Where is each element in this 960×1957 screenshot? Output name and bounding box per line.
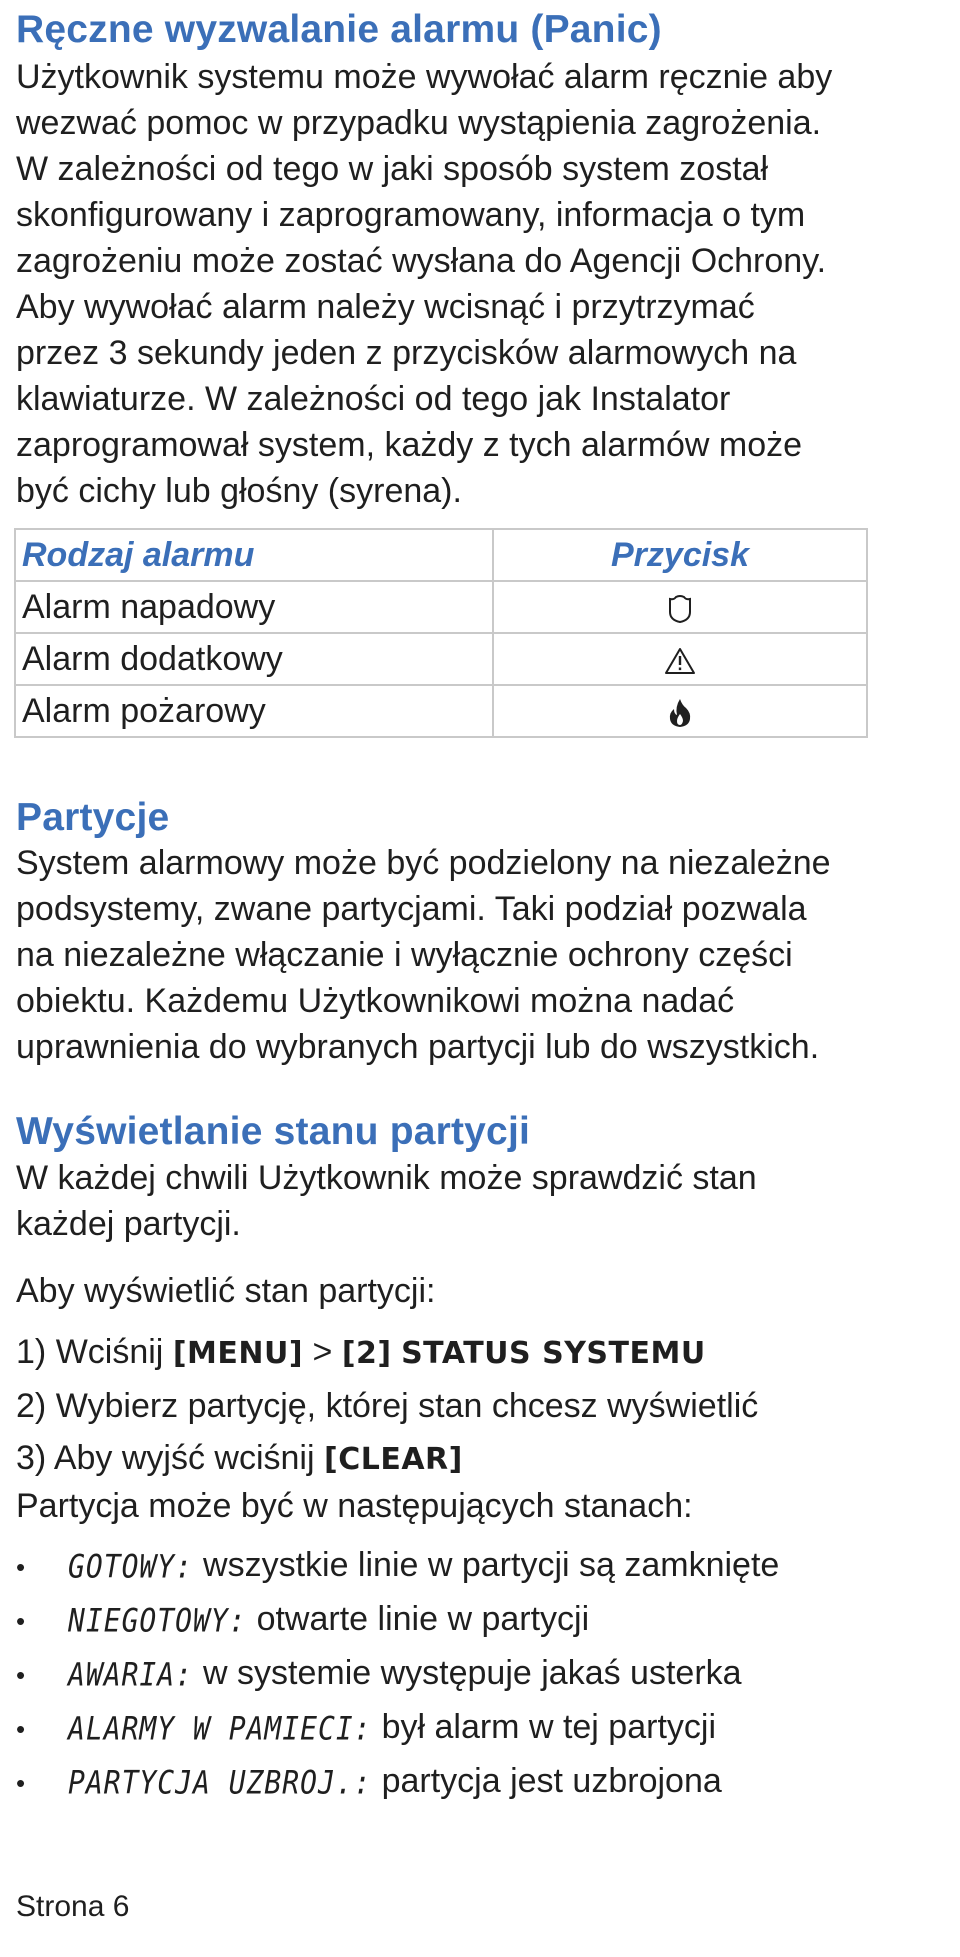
bullet: • (16, 1606, 26, 1636)
lcd-state-code: PARTYCJA UZBROJ.: (68, 1763, 372, 1802)
step-text: Aby wyjść wciśnij (53, 1439, 315, 1477)
section-title-partycje: Partycje (16, 796, 170, 839)
alarm-button-cell (493, 581, 867, 633)
list-item (16, 1646, 779, 1700)
section-title-partition-status: Wyświetlanie stanu partycji (16, 1110, 531, 1153)
list-item (16, 1754, 779, 1808)
page-number: Strona 6 (16, 1890, 130, 1923)
key-clear: [CLEAR] (323, 1442, 463, 1477)
steps-list (16, 1326, 758, 1486)
table-row (15, 685, 867, 737)
bullet: • (16, 1660, 26, 1690)
shield-icon (666, 594, 694, 624)
step-item (16, 1380, 758, 1432)
bullet: • (16, 1552, 26, 1582)
step-text: Wciśnij (55, 1333, 164, 1371)
state-description: wszystkie linie w partycji są zamknięte (203, 1546, 780, 1584)
key-status-systemu: STATUS SYSTEMU (401, 1336, 706, 1371)
step-item (16, 1326, 758, 1380)
alarm-button-cell (493, 685, 867, 737)
list-item (16, 1592, 779, 1646)
list-item (16, 1700, 779, 1754)
step-number: 2) (16, 1387, 47, 1425)
panic-description: Użytkownik systemu może wywołać alarm ręcznie aby wezwać pomoc w przypadku wystąpienia zagrożenia. W zależności od tego w jaki sposób system został skonfigurowany i zaprogramowany, informacja o tym zagrożeniu może zostać wysłana do Agencji Ochrony. Aby wywołać alarm należy wcisnąć i przytrzymać przez 3 sekundy jeden z przycisków alarmowych na klawiaturze. W zależności od tego jak Instalator zaprogramował system, każdy z tych alarmów może być cichy lub głośny (syrena). (16, 58, 833, 510)
alarm-button-cell (493, 633, 867, 685)
state-description: partycja jest uzbrojona (381, 1762, 722, 1800)
step-text: Wybierz partycję, której stan chcesz wyświetlić (55, 1387, 759, 1425)
table-header-row (15, 529, 867, 581)
bullet: • (16, 1768, 26, 1798)
lcd-state-code: ALARMY W PAMIECI: (68, 1709, 372, 1748)
table-row (15, 581, 867, 633)
table-row (15, 633, 867, 685)
lcd-state-code: GOTOWY: (68, 1547, 194, 1586)
header-alarm-type: Rodzaj alarmu (15, 529, 493, 581)
bullet: • (16, 1714, 26, 1744)
states-list (16, 1538, 779, 1808)
key-2: [2] (341, 1336, 392, 1371)
partition-status-howto: Aby wyświetlić stan partycji: (16, 1272, 436, 1310)
state-description: był alarm w tej partycji (381, 1708, 716, 1746)
step-number: 1) (16, 1333, 47, 1371)
list-item (16, 1538, 779, 1592)
fire-icon (666, 697, 694, 729)
header-button: Przycisk (493, 529, 867, 581)
alarm-type-cell: Alarm dodatkowy (15, 633, 493, 685)
states-intro: Partycja może być w następujących stanach: (16, 1487, 693, 1525)
alarm-type-cell: Alarm napadowy (15, 581, 493, 633)
partition-status-description: W każdej chwili Użytkownik może sprawdzić stan każdej partycji. (16, 1159, 757, 1243)
alarm-types-table (14, 528, 868, 738)
lcd-state-code: NIEGOTOWY: (68, 1601, 247, 1640)
lcd-state-code: AWARIA: (68, 1655, 194, 1694)
key-menu: [MENU] (172, 1336, 304, 1371)
step-item (16, 1432, 758, 1486)
partycje-description: System alarmowy może być podzielony na niezależne podsystemy, zwane partycjami. Taki podział pozwala na niezależne włączanie i wyłącznie ochrony części obiektu. Każdemu Użytkownikowi można nadać uprawnienia do wybranych partycji lub do wszystkich. (16, 844, 831, 1066)
step-separator: > (312, 1333, 333, 1371)
alarm-type-cell: Alarm pożarowy (15, 685, 493, 737)
state-description: w systemie występuje jakaś usterka (203, 1654, 742, 1692)
step-number: 3) (16, 1439, 47, 1477)
warning-triangle-icon (663, 646, 697, 676)
section-title-panic: Ręczne wyzwalanie alarmu (Panic) (16, 8, 662, 51)
state-description: otwarte linie w partycji (256, 1600, 590, 1638)
